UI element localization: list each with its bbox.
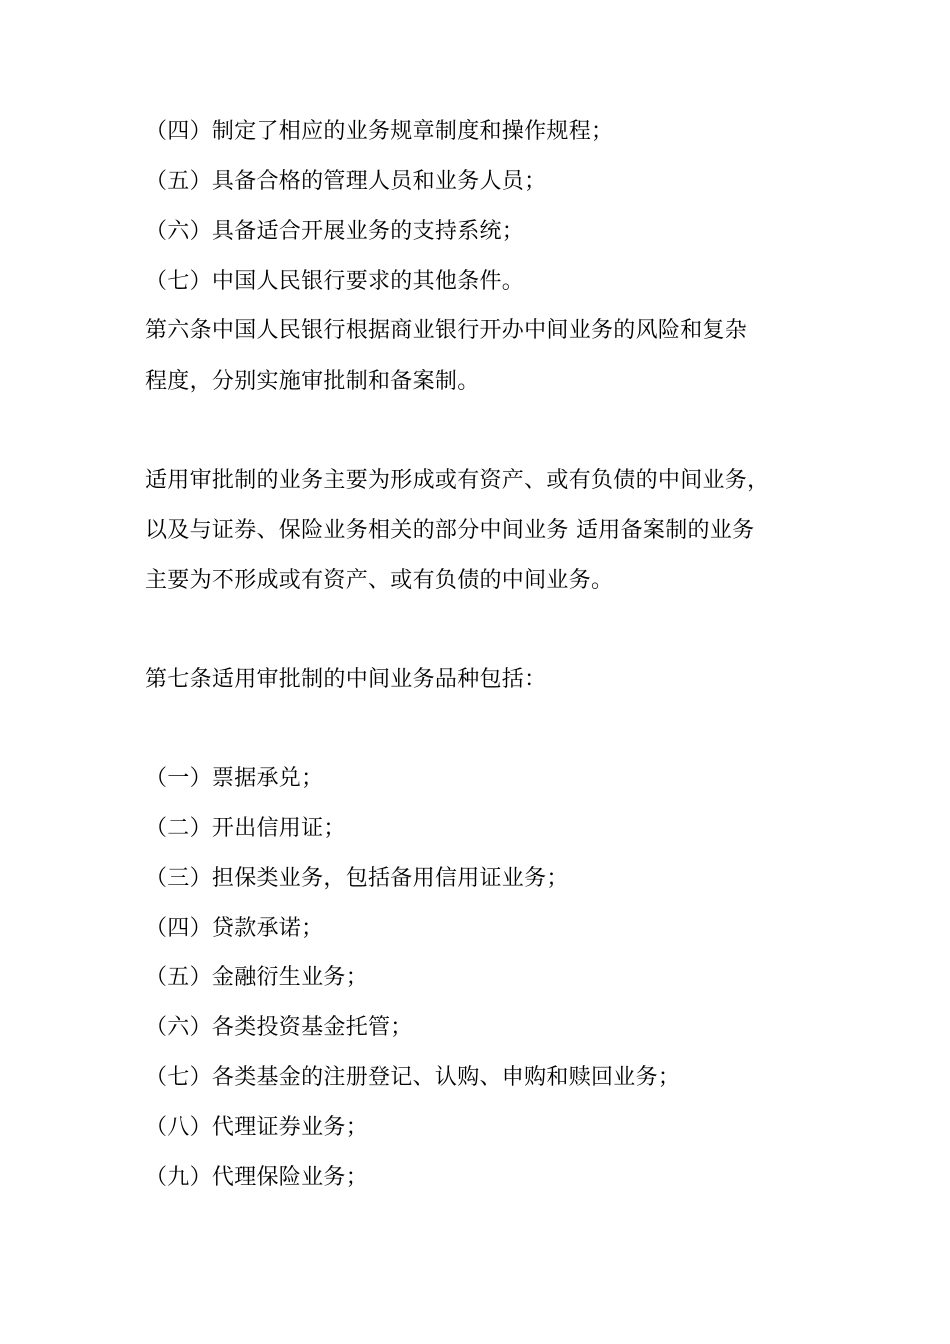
list-item-1: （一）票据承兑； xyxy=(145,766,324,791)
list-item-7: （七）各类基金的注册登记、认购、申购和赎回业务； xyxy=(145,1065,681,1090)
approval-paragraph-line-1: 适用审批制的业务主要为形成或有资产、或有负债的中间业务， xyxy=(145,468,770,493)
item-5-personnel: （五）具备合格的管理人员和业务人员； xyxy=(145,169,547,194)
article-7-heading: 第七条适用审批制的中间业务品种包括： xyxy=(145,667,547,692)
approval-paragraph-line-3: 主要为不形成或有资产、或有负债的中间业务。 xyxy=(145,568,614,593)
article-6-line-1: 第六条中国人民银行根据商业银行开办中间业务的风险和复杂 xyxy=(145,318,748,343)
article-6-line-2: 程度，分别实施审批制和备案制。 xyxy=(145,369,480,394)
list-item-3: （三）担保类业务，包括备用信用证业务； xyxy=(145,866,569,891)
list-item-9: （九）代理保险业务； xyxy=(145,1165,369,1190)
list-item-2: （二）开出信用证； xyxy=(145,816,346,841)
item-4-regulations: （四）制定了相应的业务规章制度和操作规程； xyxy=(145,119,614,144)
approval-paragraph-line-2: 以及与证券、保险业务相关的部分中间业务 适用备案制的业务 xyxy=(145,518,755,543)
list-item-4: （四）贷款承诺； xyxy=(145,916,324,941)
list-item-6: （六）各类投资基金托管； xyxy=(145,1015,413,1040)
item-6-support-system: （六）具备适合开展业务的支持系统； xyxy=(145,219,525,244)
item-7-other-conditions: （七）中国人民银行要求的其他条件。 xyxy=(145,269,525,294)
list-item-5: （五）金融衍生业务； xyxy=(145,965,369,990)
list-item-8: （八）代理证券业务； xyxy=(145,1115,369,1140)
